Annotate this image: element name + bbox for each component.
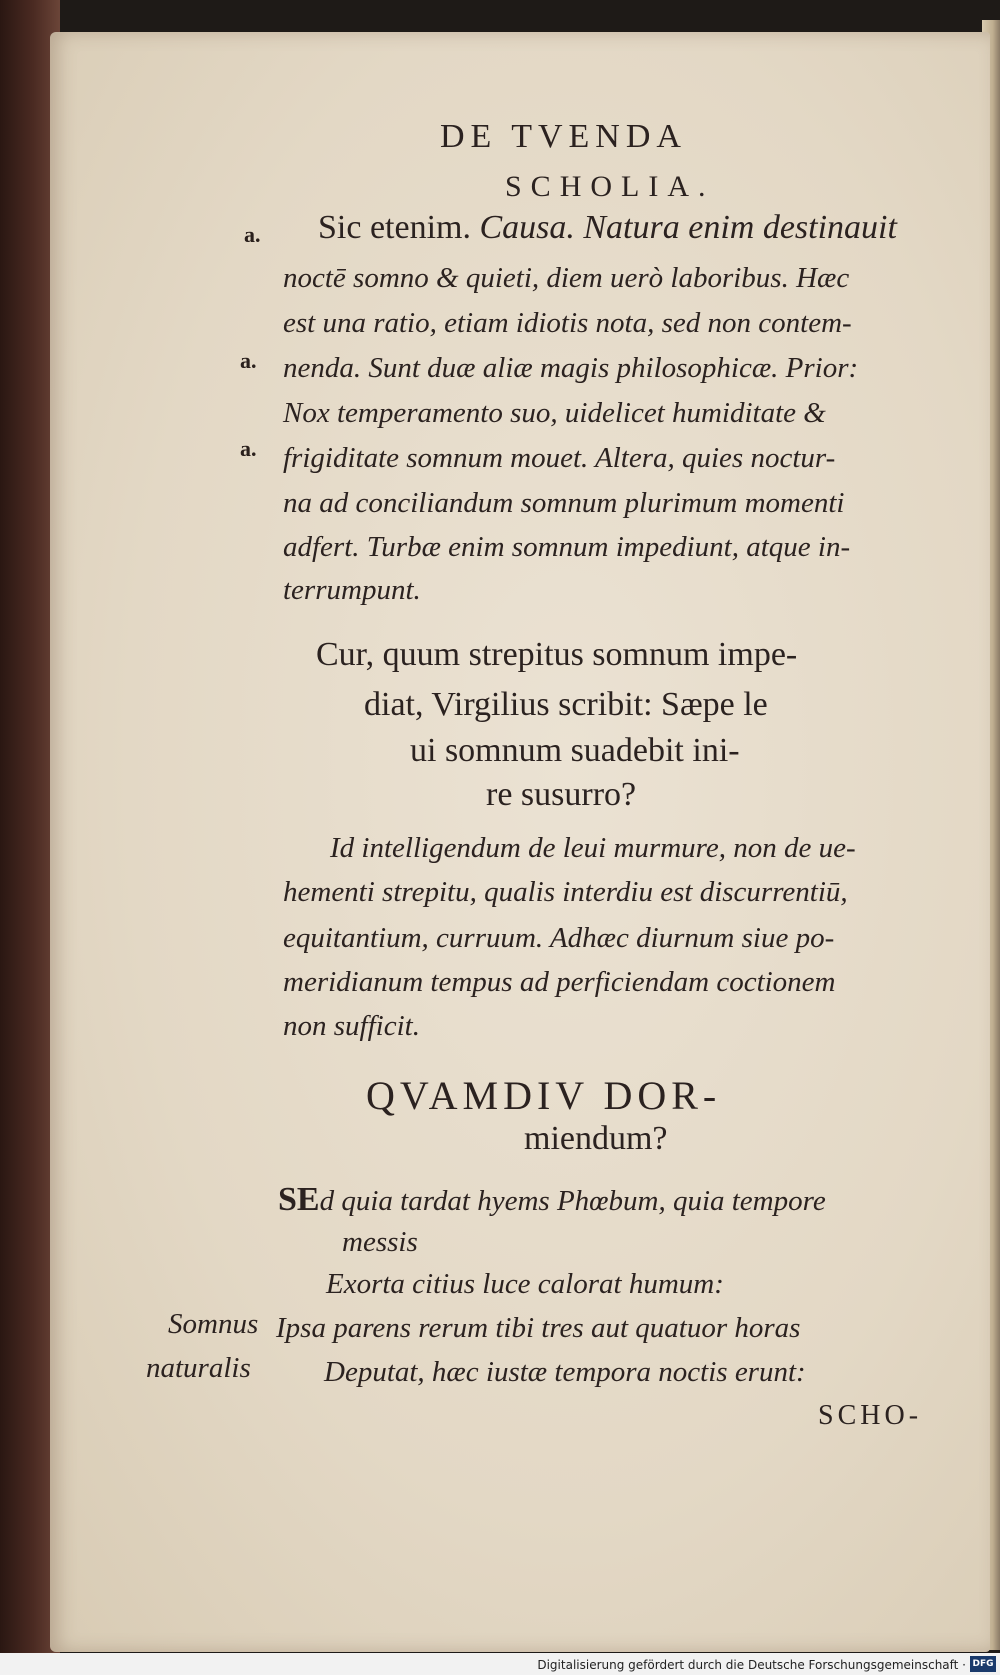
margin-note: naturalis [146, 1352, 251, 1384]
scholia-line: adfert. Turbæ enim somnum impediunt, atque in- [283, 531, 851, 563]
answer-line: Id intelligendum de leui murmure, non de ue- [330, 832, 856, 864]
answer-line: hementi strepitu, qualis interdiu est discurrentiū, [283, 876, 848, 908]
scholia-line: noctē somno & quieti, diem uerò laboribus. Hæc [283, 262, 850, 294]
drop-cap: SE [278, 1181, 320, 1218]
margin-mark: a. [240, 348, 257, 373]
catchword: SCHO- [818, 1400, 923, 1431]
section-heading: QVAMDIV DOR- [366, 1073, 722, 1118]
scholia-line: Nox temperamento suo, uidelicet humiditate & [283, 397, 826, 429]
margin-mark: a. [244, 222, 261, 247]
question-heading-line: Cur, quum strepitus somnum impe- [316, 636, 798, 673]
scholia-line: Sic etenim. Causa. Natura enim destinauit [318, 209, 897, 246]
question-heading-line: ui somnum suadebit ini- [410, 732, 740, 769]
answer-line: meridianum tempus ad perficiendam coctionem [283, 966, 836, 998]
margin-mark: a. [240, 436, 257, 461]
dfg-logo: DFG [970, 1656, 996, 1672]
running-head: DE TVENDA [440, 118, 687, 155]
verse-line: Ipsa parens rerum tibi tres aut quatuor horas [276, 1312, 801, 1344]
verse-line: SEd quia tardat hyems Phœbum, quia tempore [278, 1181, 826, 1218]
verse-line: Exorta citius luce calorat humum: [326, 1268, 724, 1300]
scholia-line: nenda. Sunt duæ aliæ magis philosophicæ. Prior: [283, 352, 859, 384]
section-heading-continued: miendum? [524, 1120, 668, 1157]
question-heading-line: diat, Virgilius scribit: Sæpe le [364, 686, 768, 723]
scholia-line: terrumpunt. [283, 574, 421, 606]
margin-note: Somnus [168, 1308, 259, 1340]
scholia-line: est una ratio, etiam idiotis nota, sed non contem- [283, 307, 852, 339]
scholia-line: frigiditate somnum mouet. Altera, quies noctur- [283, 442, 836, 474]
footer-credit: Digitalisierung gefördert durch die Deutsche Forschungsgemeinschaft · [537, 1658, 966, 1672]
question-heading-line: re susurro? [486, 776, 637, 813]
verse-line: messis [342, 1226, 418, 1258]
answer-line: equitantium, curruum. Adhæc diurnum siue po- [283, 922, 835, 954]
answer-line: non sufficit. [283, 1010, 420, 1042]
scholia-line: na ad conciliandum somnum plurimum momenti [283, 487, 845, 519]
verse-line: Deputat, hæc iustæ tempora noctis erunt: [324, 1356, 806, 1388]
section-label: SCHOLIA. [505, 170, 715, 203]
